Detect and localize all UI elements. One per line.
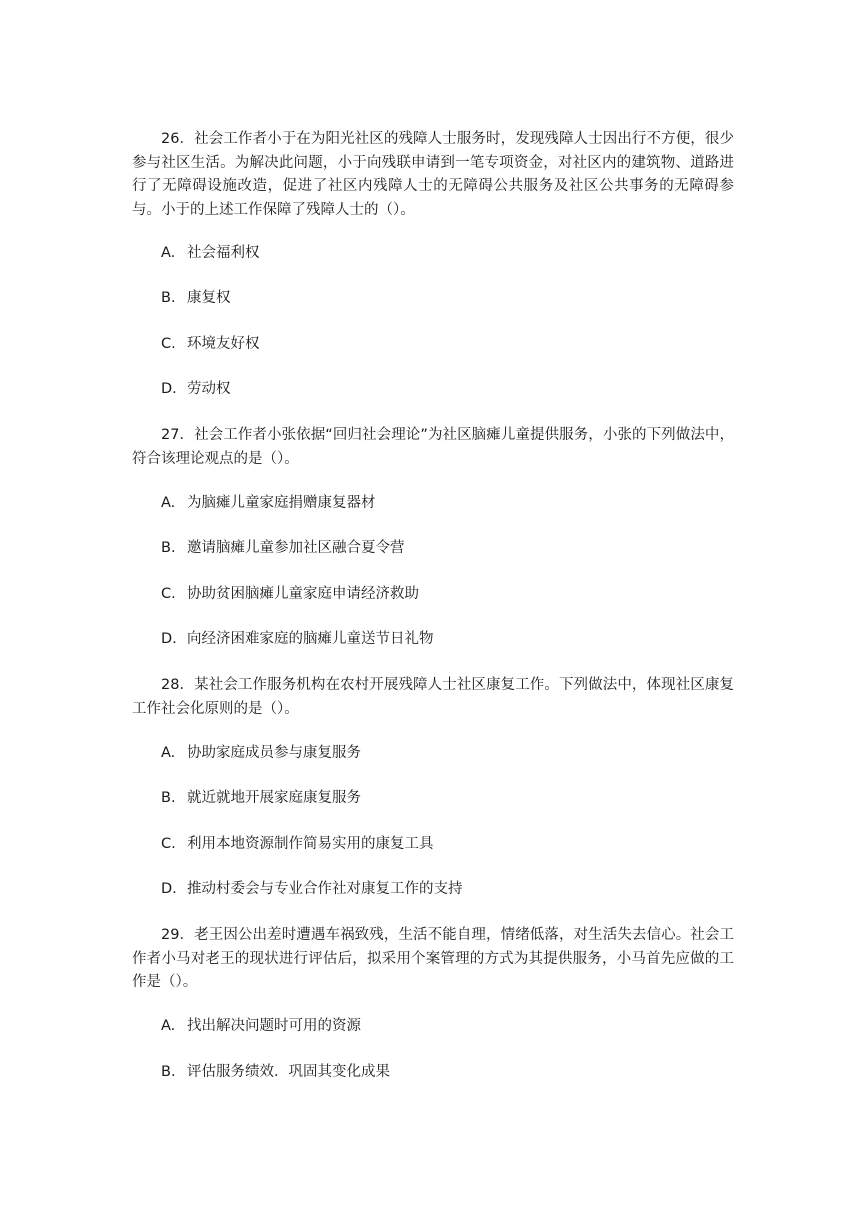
question-29-stem: 29．老王因公出差时遭遇车祸致残，生活不能自理，情绪低落，对生活失去信心。社会工作者小马对老王的现状进行评估后，拟采用个案管理的方式为其提供服务，小马首先应做的工作是（）。 — [132, 927, 734, 990]
question-28-option-b — [161, 788, 361, 808]
option-letter: B. — [161, 790, 176, 806]
option-letter: D. — [161, 381, 177, 397]
option-text: 社会福利权 — [187, 245, 260, 261]
question-27-option-c — [161, 584, 419, 604]
option-text: 推动村委会与专业合作社对康复工作的支持 — [187, 881, 463, 897]
option-letter: D. — [161, 881, 177, 897]
option-letter: A. — [161, 495, 176, 511]
question-27-option-a — [161, 493, 376, 513]
question-28-stem: 28．某社会工作服务机构在农村开展残障人士社区康复工作。下列做法中，体现社区康复工作社会化原则的是（）。 — [132, 677, 734, 717]
question-27-option-d — [161, 629, 434, 649]
option-text: 就近就地开展家庭康复服务 — [187, 790, 361, 806]
question-27-option-b — [161, 538, 405, 558]
option-letter: B. — [161, 290, 176, 306]
option-text: 利用本地资源制作简易实用的康复工具 — [187, 836, 434, 852]
question-26-option-b — [161, 288, 231, 308]
option-text: 找出解决问题时可用的资源 — [187, 1018, 361, 1034]
option-letter: A. — [161, 745, 176, 761]
option-text: 劳动权 — [187, 381, 231, 397]
option-text: 康复权 — [187, 290, 231, 306]
option-letter: A. — [161, 245, 176, 261]
option-text: 为脑瘫儿童家庭捐赠康复器材 — [187, 495, 376, 511]
question-29-option-a — [161, 1016, 361, 1036]
question-28-option-c — [161, 834, 434, 854]
option-letter: B. — [161, 1064, 176, 1080]
option-text: 邀请脑瘫儿童参加社区融合夏令营 — [187, 540, 405, 556]
question-28-option-d — [161, 879, 463, 899]
option-letter: C. — [161, 836, 176, 852]
option-letter: D. — [161, 631, 177, 647]
option-letter: B. — [161, 540, 176, 556]
question-28-option-a — [161, 743, 361, 763]
question-27-stem: 27．社会工作者小张依据“回归社会理论”为社区脑瘫儿童提供服务，小张的下列做法中，符合该理论观点的是（）。 — [132, 427, 734, 467]
option-text: 协助贫困脑瘫儿童家庭申请经济救助 — [187, 586, 419, 602]
option-letter: A. — [161, 1018, 176, 1034]
question-26-option-d — [161, 379, 231, 399]
question-29-option-b — [161, 1062, 390, 1082]
option-text: 环境友好权 — [187, 336, 260, 352]
question-26-option-a — [161, 243, 260, 263]
option-text: 评估服务绩效．巩固其变化成果 — [187, 1064, 390, 1080]
option-text: 协助家庭成员参与康复服务 — [187, 745, 361, 761]
option-text: 向经济困难家庭的脑瘫儿童送节日礼物 — [187, 631, 434, 647]
option-letter: C. — [161, 336, 176, 352]
question-26-option-c — [161, 334, 260, 354]
question-26-stem: 26．社会工作者小于在为阳光社区的残障人士服务时，发现残障人士因出行不方便，很少参与社区生活。为解决此问题，小于向残联申请到一笔专项资金，对社区内的建筑物、道路进行了无障碍设施改造，促进了社区内残障人士的无障碍公共服务及社区公共事务的无障碍参与。小于的上述工作保障了残障人士的（）。 — [132, 131, 734, 218]
option-letter: C. — [161, 586, 176, 602]
